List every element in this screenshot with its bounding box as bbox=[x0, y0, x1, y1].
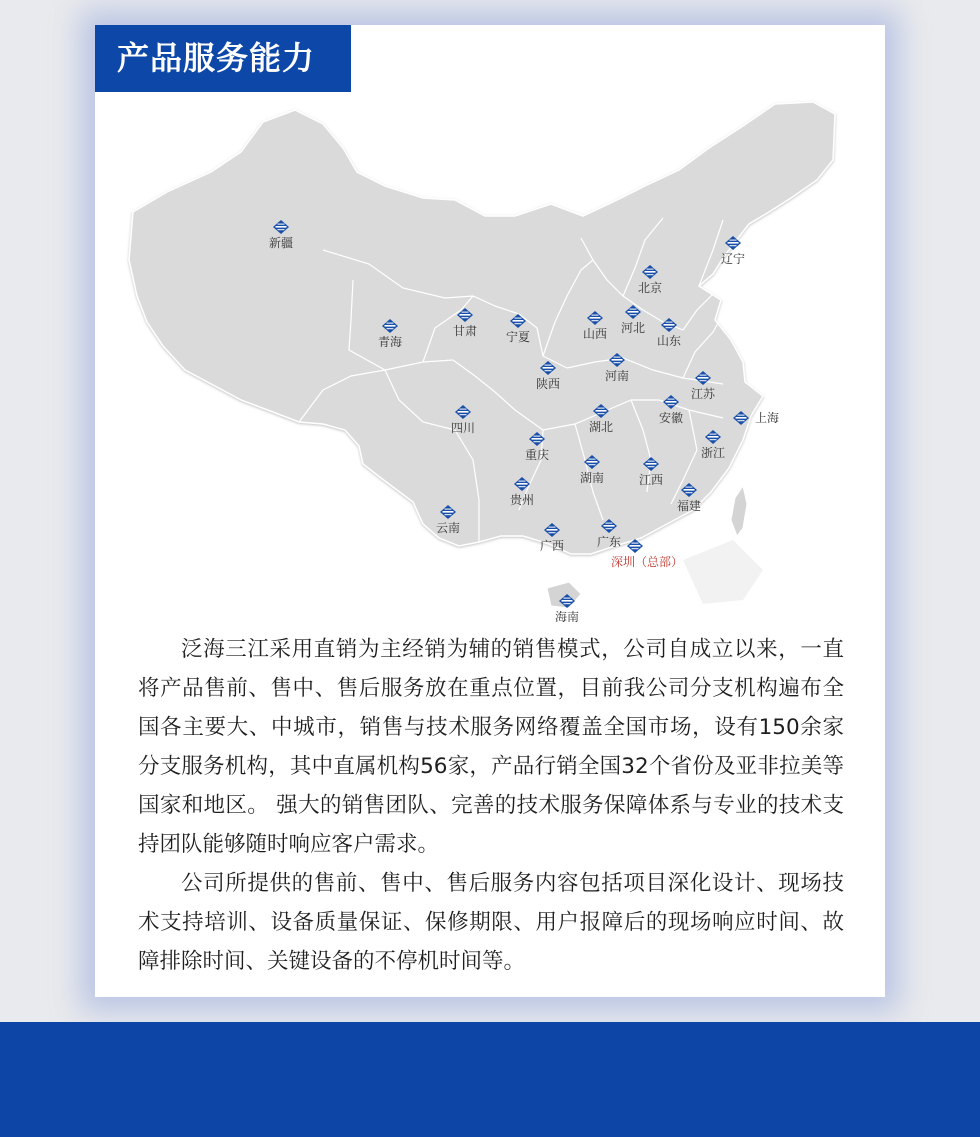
city-label: 四川 bbox=[450, 421, 475, 435]
location-marker-icon bbox=[457, 308, 473, 322]
city-label: 湖北 bbox=[588, 420, 613, 434]
city-label: 海南 bbox=[554, 610, 579, 624]
city-label: 河北 bbox=[620, 321, 645, 335]
location-marker-icon bbox=[544, 523, 560, 537]
location-marker-icon bbox=[584, 455, 600, 469]
city-label: 广西 bbox=[539, 539, 564, 553]
city-label: 广东 bbox=[596, 535, 621, 549]
footer-band bbox=[0, 1022, 980, 1137]
location-marker-icon bbox=[663, 395, 679, 409]
city-label: 贵州 bbox=[509, 493, 534, 507]
city-label: 辽宁 bbox=[720, 252, 745, 266]
city-label: 江西 bbox=[638, 473, 663, 487]
city-label: 上海 bbox=[755, 411, 780, 425]
city-label: 福建 bbox=[676, 499, 701, 513]
location-marker-icon bbox=[455, 405, 471, 419]
city-label: 安徽 bbox=[658, 411, 683, 425]
city-label: 深圳（总部） bbox=[611, 555, 684, 569]
section-title: 产品服务能力 bbox=[95, 25, 351, 92]
city-label: 山西 bbox=[582, 327, 607, 341]
china-service-map bbox=[123, 100, 843, 624]
location-marker-icon bbox=[643, 457, 659, 471]
location-marker-icon bbox=[642, 265, 658, 279]
city-label: 江苏 bbox=[690, 387, 715, 401]
city-label: 重庆 bbox=[524, 448, 549, 462]
location-marker-icon bbox=[273, 220, 289, 234]
location-marker-icon bbox=[725, 236, 741, 250]
city-label: 北京 bbox=[637, 281, 662, 295]
location-marker-icon bbox=[510, 314, 526, 328]
paragraph-1: 泛海三江采用直销为主经销为辅的销售模式，公司自成立以来，一直将产品售前、售中、售后服务放在重点位置，目前我公司分支机构遍布全国各主要大、中城市，销售与技术服务网络覆盖全国市场，设有150余家分支服务机构，其中直属机构56家，产品行销全国32个省份及亚非拉美等国家和地区。 强大的销售团队、完善的技术服务保障体系与专业的技术支持团队能够随时响应客户需求。 bbox=[138, 637, 844, 857]
location-marker-icon bbox=[587, 311, 603, 325]
city-label: 陕西 bbox=[535, 377, 560, 391]
location-marker-icon bbox=[733, 411, 749, 425]
location-marker-icon bbox=[593, 404, 609, 418]
city-label: 甘肃 bbox=[452, 324, 477, 338]
location-marker-icon bbox=[601, 519, 617, 533]
location-marker-icon bbox=[514, 477, 530, 491]
city-label: 新疆 bbox=[268, 236, 293, 250]
city-label: 云南 bbox=[435, 521, 460, 535]
location-marker-icon bbox=[695, 371, 711, 385]
china-map-shape bbox=[123, 100, 843, 620]
city-label: 河南 bbox=[604, 369, 629, 383]
city-label: 湖南 bbox=[579, 471, 604, 485]
location-marker-icon bbox=[529, 432, 545, 446]
location-marker-icon bbox=[382, 319, 398, 333]
location-marker-icon bbox=[440, 505, 456, 519]
location-marker-icon bbox=[661, 318, 677, 332]
city-label: 浙江 bbox=[700, 446, 725, 460]
paragraph-2: 公司所提供的售前、售中、售后服务内容包括项目深化设计、现场技术支持培训、设备质量保证、保修期限、用户报障后的现场响应时间、故障排除时间、关键设备的不停机时间等。 bbox=[138, 871, 844, 974]
service-card bbox=[95, 25, 885, 997]
location-marker-icon bbox=[627, 539, 643, 553]
location-marker-icon bbox=[540, 361, 556, 375]
city-label: 青海 bbox=[377, 335, 402, 349]
location-marker-icon bbox=[559, 594, 575, 608]
location-marker-icon bbox=[625, 305, 641, 319]
location-marker-icon bbox=[609, 353, 625, 367]
city-label: 山东 bbox=[656, 334, 681, 348]
body-text bbox=[138, 630, 844, 981]
city-label: 宁夏 bbox=[505, 330, 530, 344]
location-marker-icon bbox=[681, 483, 697, 497]
location-marker-icon bbox=[705, 430, 721, 444]
